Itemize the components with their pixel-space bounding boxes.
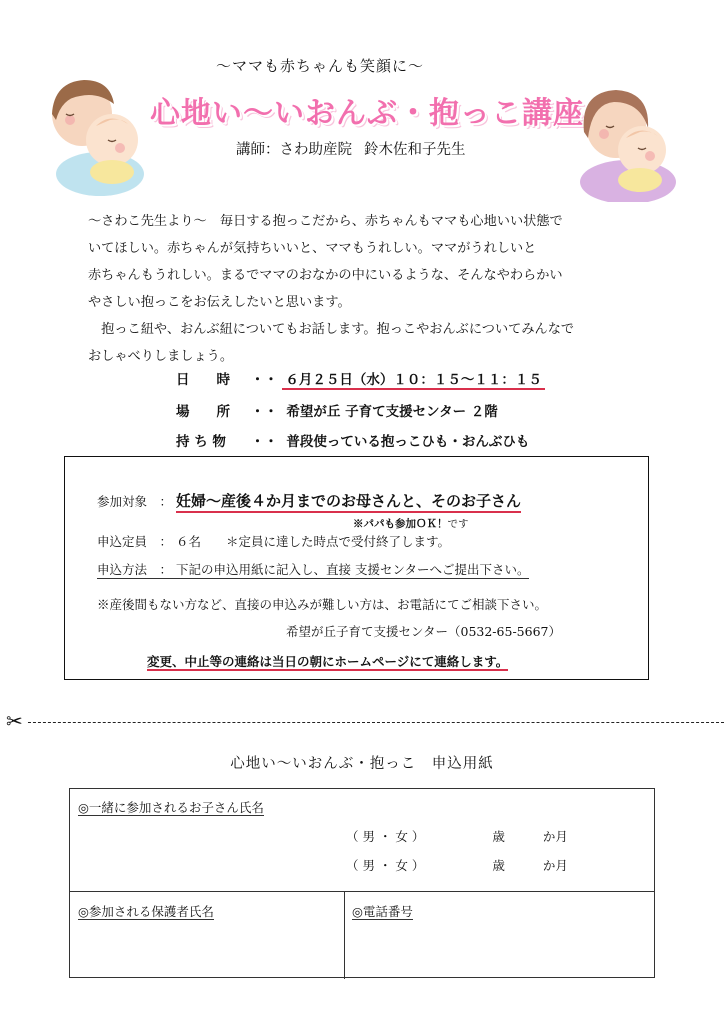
application-form (69, 788, 655, 978)
method-value: 下記の申込用紙に記入し、直接 支援センターへご提出下さい。 (176, 562, 530, 577)
lecturer-line (236, 138, 466, 159)
form-column-divider (344, 891, 345, 979)
scissors-icon: ✂ (6, 710, 27, 732)
age-months-label: か月 (542, 858, 568, 873)
form-divider (70, 891, 654, 892)
intro-line: おしゃべりしましょう。 (88, 349, 234, 364)
parent-with-baby-illustration (40, 74, 152, 196)
intro-line: 抱っこ紐や、おんぶ紐についてもお話します。抱っこやおんぶについてみんなで (88, 322, 575, 337)
place-separator: ・・ (250, 404, 278, 420)
change-notice: 変更、中止等の連絡は当日の朝にホームページにて連絡します。 (147, 654, 509, 669)
intro-line: ～さわこ先生より～ 毎日する抱っこだから、赤ちゃんもママも心地いい状態で (88, 214, 563, 229)
lecturer-name: 鈴木佐和子先生 (364, 142, 466, 158)
phone-number-label-text: ◎電話番号 (352, 904, 413, 919)
date-label: 日 時 (176, 372, 230, 388)
child-name-label (78, 798, 264, 816)
guardian-name-label[interactable] (78, 902, 214, 920)
items-value: 普段使っている抱っこひも・おんぶひも (286, 434, 530, 450)
date-value: ６月２５日（水）１０：１５～１１：１５ (282, 368, 545, 390)
form-title: 心地い～いおんぶ・抱っこ 申込用紙 (230, 756, 494, 772)
gender-option[interactable]: （ 男 ・ 女 ） (346, 858, 425, 873)
papa-note-tail: です (447, 518, 469, 530)
phone-note: ※産後間もない方など、直接の申込みが難しい方は、お電話にてご相談下さい。 (97, 597, 548, 612)
date-separator: ・・ (250, 372, 278, 388)
child-entry-row[interactable] (346, 856, 568, 874)
papa-note (353, 515, 469, 531)
intro-paragraph (88, 208, 648, 370)
papa-note-bold: ※パパも参加ＯＫ！ (353, 518, 448, 530)
intro-line: いてほしい。赤ちゃんが気持ちいいと、ママもうれしい。ママがうれしいと (88, 241, 537, 256)
method-label: 申込方法 ： (97, 562, 173, 577)
place-row (176, 400, 498, 420)
intro-line: やさしい抱っこをお伝えしたいと思います。 (88, 295, 351, 310)
phone-number-label[interactable] (352, 902, 413, 920)
target-label: 参加対象 ： (97, 494, 173, 509)
cut-line (18, 722, 724, 723)
place-label: 場 所 (176, 404, 230, 420)
header-subtitle: ～ママも赤ちゃんも笑顔に～ (215, 57, 424, 75)
capacity-label: 申込定員 ： (97, 534, 173, 549)
capacity-value: ６名 ＊定員に達した時点で受付終了します。 (176, 534, 451, 549)
contact-info: 希望が丘子育て支援センター（0532-65-5667） (286, 624, 561, 639)
notice-row (147, 652, 508, 670)
target-row (97, 490, 521, 511)
age-years-label: 歳 (492, 858, 505, 873)
method-row (97, 560, 529, 579)
place-value: 希望が丘 子育て支援センター ２階 (286, 404, 498, 420)
capacity-row (97, 532, 450, 550)
items-separator: ・・ (250, 434, 278, 450)
details-box (64, 456, 649, 680)
age-years-label: 歳 (492, 829, 505, 844)
items-label: 持 ち 物 (176, 434, 226, 450)
child-entry-row[interactable] (346, 827, 568, 845)
age-months-label: か月 (542, 829, 568, 844)
mother-with-baby-illustration (570, 84, 685, 202)
target-value: 妊婦～産後４か月までのお母さんと、そのお子さん (176, 492, 521, 513)
guardian-name-label-text: ◎参加される保護者氏名 (78, 904, 214, 919)
date-row (176, 368, 545, 390)
gender-option[interactable]: （ 男 ・ 女 ） (346, 829, 425, 844)
page-title: 心地い～いおんぶ・抱っこ講座 (150, 96, 584, 131)
items-row (176, 430, 529, 450)
child-name-label-text: ◎一緒に参加されるお子さん氏名 (78, 800, 264, 815)
lecturer-label: 講師：さわ助産院 (236, 142, 352, 158)
intro-line: 赤ちゃんもうれしい。まるでママのおなかの中にいるような、そんなやわらかい (88, 268, 563, 283)
